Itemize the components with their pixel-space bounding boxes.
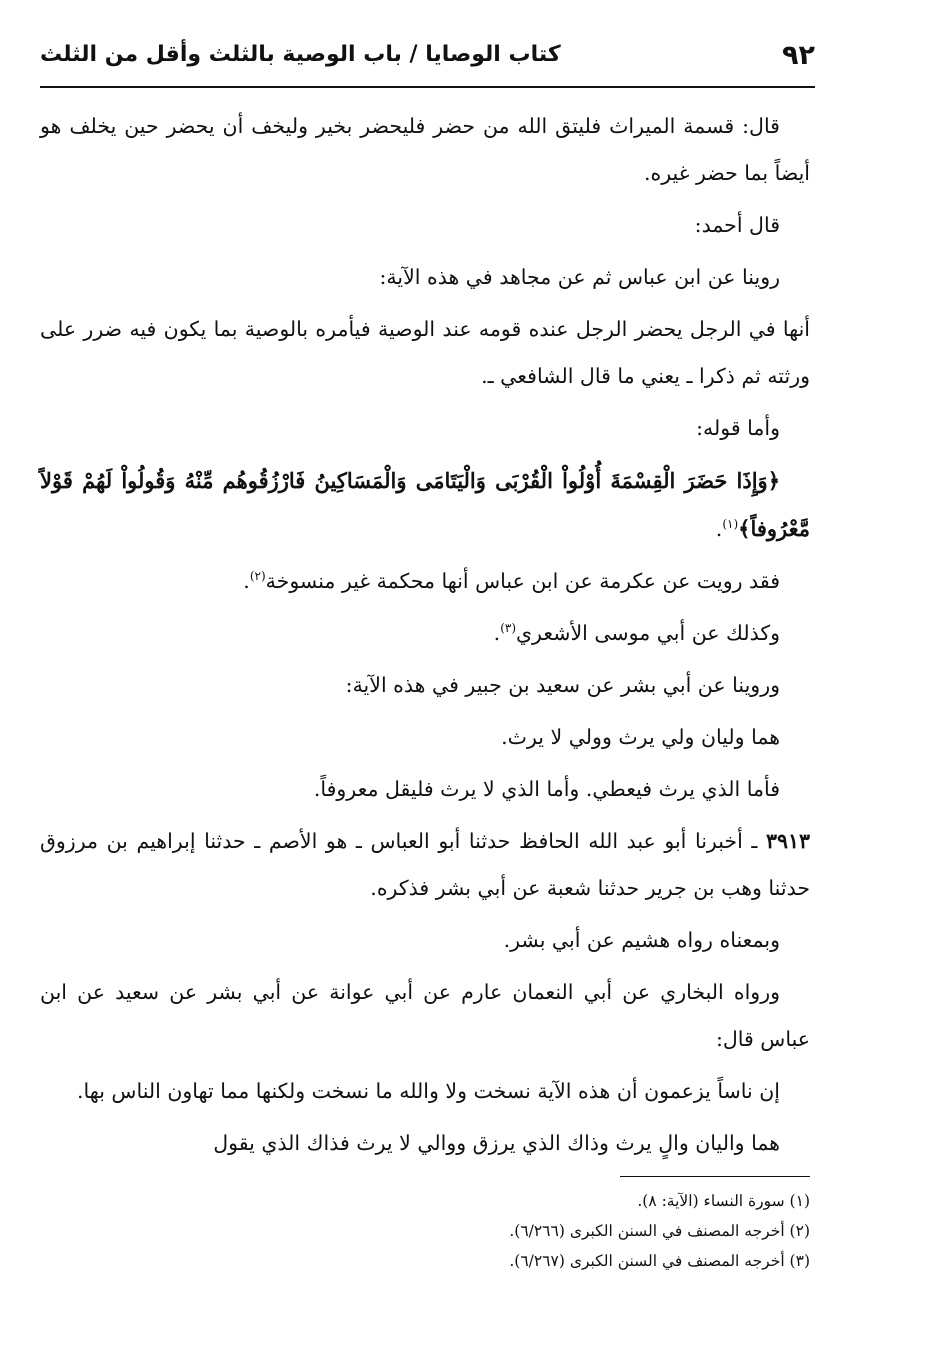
footnote: (٢) أخرجه المصنف في السنن الكبرى (٦/٢٦٦). [509,1222,810,1240]
verse-text: ﴿وَإِذَا حَضَرَ الْقِسْمَةَ أُوْلُواْ الْقُرْبَى وَالْيَتَامَى وَالْمَسَاكِينُ فَارْزُقُوهُم مِّنْهُ وَقُولُواْ لَهُمْ قَوْلاً مَّعْرُوفاً﴾ [40,468,810,541]
verse-end: . [715,517,723,541]
hadith-number: ٣٩١٣ [765,829,810,853]
footnote: (١) سورة النساء (الآية: ٨). [637,1192,810,1210]
main-text [40,103,810,1172]
paragraph: أنها في الرجل يحضر الرجل عنده قومه عند الوصية فيأمره بالوصية بما يكون فيه ضرر على ورثته ثم ذكرا ـ يعني ما قال الشافعي ـ. [40,317,810,388]
paragraph: هما واليان والٍ يرث وذاك الذي يرزق ووالي لا يرث فذاك الذي يقول [213,1131,780,1155]
paragraph: إن ناساً يزعمون أن هذه الآية نسخت ولا والله ما نسخت ولكنها مما تهاون الناس بها. [76,1079,780,1103]
paragraph: وبمعناه رواه هشيم عن أبي بشر. [503,928,780,952]
paragraph: قال: قسمة الميراث فليتق الله من حضر فليحضر بخير وليخف أن يحضر حين يخلف هو أيضاً بما حضر غيره. [40,114,810,185]
paragraph: وأما قوله: [696,416,780,440]
footnote-ref: (٣) [500,621,517,636]
paragraph: هما وليان ولي يرث وولي لا يرث. [501,725,780,749]
footnote-rule [620,1176,810,1177]
footnote-ref: (٢) [249,569,266,584]
quran-verse [40,457,810,553]
paragraph [40,558,810,605]
page-header [40,40,815,84]
running-title: كتاب الوصايا / باب الوصية بالثلث وأقل من الثلث [40,42,561,67]
hadith-paragraph [40,818,810,912]
paragraph: روينا عن ابن عباس ثم عن مجاهد في هذه الآية: [379,265,780,289]
paragraph-text: فقد رويت عن عكرمة عن ابن عباس أنها محكمة غير منسوخة [265,569,780,593]
footnotes [40,1186,810,1276]
paragraph-text: وكذلك عن أبي موسى الأشعري [516,621,780,645]
paragraph-end: . [493,621,501,645]
page-number: ٩٢ [782,40,815,71]
footnote: (٣) أخرجه المصنف في السنن الكبرى (٦/٢٦٧). [509,1252,810,1270]
header-rule [40,86,815,88]
paragraph: وروينا عن أبي بشر عن سعيد بن جبير في هذه الآية: [345,673,780,697]
paragraph: ورواه البخاري عن أبي النعمان عارم عن أبي عوانة عن أبي بشر عن سعيد عن ابن عباس قال: [40,980,810,1051]
paragraph-end: . [243,569,250,593]
paragraph: قال أحمد: [694,213,780,237]
footnote-ref: (١) [722,517,739,532]
hadith-text: ـ أخبرنا أبو عبد الله الحافظ حدثنا أبو العباس ـ هو الأصم ـ حدثنا إبراهيم بن مرزوق حدثنا وهب بن جرير حدثنا شعبة عن أبي بشر فذكره. [40,829,810,900]
paragraph [40,610,810,657]
paragraph: فأما الذي يرث فيعطي. وأما الذي لا يرث فليقل معروفاً. [313,777,780,801]
